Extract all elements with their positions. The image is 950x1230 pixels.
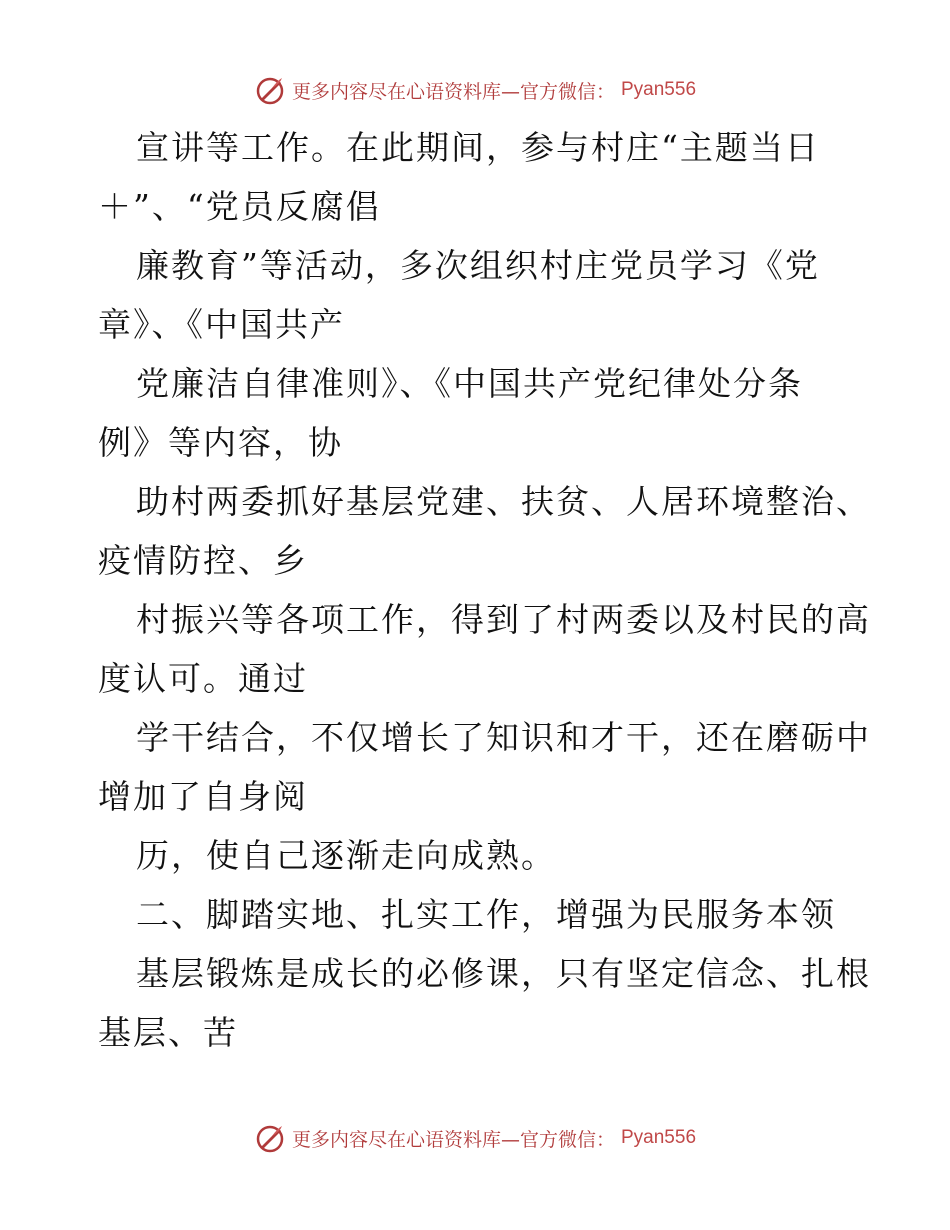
- body-line: 党廉洁自律准则》、《中国共产党纪律处分条: [136, 364, 803, 403]
- footer-watermark-handle: Pyan556: [621, 1127, 697, 1148]
- body-line: 学干结合，不仅增长了知识和才干，还在磨砺中: [136, 718, 871, 757]
- body-line: ＋”、“党员反腐倡: [98, 187, 381, 226]
- footer-watermark-banner: [0, 1118, 950, 1158]
- body-line: 增加了自身阅: [98, 777, 308, 816]
- document-body: [98, 118, 871, 1062]
- body-line: 历，使自己逐渐走向成熟。: [136, 836, 556, 875]
- body-line: 宣讲等工作。在此期间，参与村庄“主题当日: [136, 128, 820, 167]
- body-line: 例》等内容，协: [98, 423, 343, 462]
- body-line: 度认可。通过: [98, 659, 308, 698]
- header-watermark-handle: Pyan556: [621, 79, 697, 100]
- header-watermark-text: 更多内容尽在心语资料库—官方微信：: [291, 80, 615, 103]
- body-line: 村振兴等各项工作，得到了村两委以及村民的高: [136, 600, 871, 639]
- header-watermark-banner: [0, 70, 950, 110]
- body-line: 章》、《中国共产: [98, 305, 345, 344]
- footer-watermark-text: 更多内容尽在心语资料库—官方微信：: [291, 1128, 615, 1151]
- quill-logo-icon: [254, 74, 286, 106]
- body-line: 疫情防控、乡: [98, 541, 308, 580]
- body-line: 基层、苦: [98, 1013, 238, 1052]
- body-line: 廉教育”等活动，多次组织村庄党员学习《党: [136, 246, 820, 285]
- quill-logo-icon: [254, 1122, 286, 1154]
- body-line: 二、脚踏实地、扎实工作，增强为民服务本领: [136, 895, 836, 934]
- body-line: 助村两委抓好基层党建、扶贫、人居环境整治、: [136, 482, 871, 521]
- body-line: 基层锻炼是成长的必修课，只有坚定信念、扎根: [136, 954, 871, 993]
